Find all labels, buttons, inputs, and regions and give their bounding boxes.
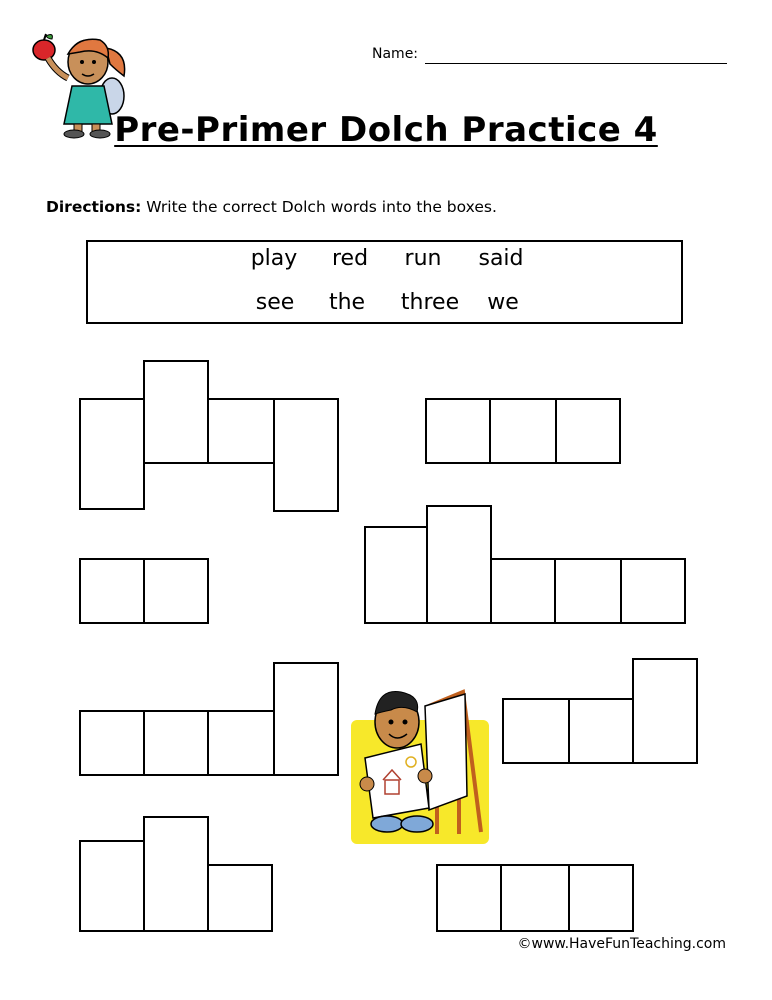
- footer-copyright: ©www.HaveFunTeaching.com: [517, 936, 726, 952]
- directions: [46, 198, 497, 216]
- word-bank-word: play: [250, 246, 298, 271]
- word-bank-word: red: [331, 246, 369, 271]
- letter-box[interactable]: [500, 864, 570, 932]
- letter-box[interactable]: [273, 398, 339, 512]
- letter-box[interactable]: [554, 558, 622, 624]
- letter-box[interactable]: [79, 398, 145, 510]
- letter-box[interactable]: [502, 698, 570, 764]
- letter-box[interactable]: [632, 658, 698, 764]
- letter-box[interactable]: [207, 398, 275, 464]
- word-bank-word: run: [404, 246, 442, 271]
- word-bank-row-2: [88, 290, 681, 320]
- letter-box[interactable]: [143, 360, 209, 464]
- letter-box[interactable]: [489, 398, 557, 464]
- letter-box[interactable]: [207, 710, 275, 776]
- word-bank-row-1: [88, 246, 681, 276]
- name-label: Name:: [372, 46, 419, 62]
- letter-box[interactable]: [555, 398, 621, 464]
- word-bank-word: said: [478, 246, 524, 271]
- word-bank-word: three: [400, 290, 460, 315]
- letter-box[interactable]: [620, 558, 686, 624]
- word-bank-word: see: [255, 290, 295, 315]
- letter-box[interactable]: [568, 698, 634, 764]
- letter-box[interactable]: [79, 710, 145, 776]
- letter-box[interactable]: [143, 816, 209, 932]
- letter-box[interactable]: [143, 558, 209, 624]
- letter-box[interactable]: [79, 558, 145, 624]
- letter-box[interactable]: [490, 558, 556, 624]
- directions-text: Write the correct Dolch words into the boxes.: [146, 198, 497, 216]
- letter-box[interactable]: [436, 864, 502, 932]
- letter-box[interactable]: [568, 864, 634, 932]
- letter-box[interactable]: [207, 864, 273, 932]
- page-title: Pre-Primer Dolch Practice 4: [114, 110, 658, 150]
- word-bank-word: the: [328, 290, 366, 315]
- directions-label: Directions:: [46, 198, 142, 216]
- letter-box[interactable]: [364, 526, 428, 624]
- word-bank: [86, 240, 683, 324]
- letter-box[interactable]: [143, 710, 209, 776]
- letter-box[interactable]: [425, 398, 491, 464]
- letter-box[interactable]: [273, 662, 339, 776]
- word-bank-word: we: [487, 290, 519, 315]
- letter-box[interactable]: [426, 505, 492, 624]
- name-field[interactable]: [425, 63, 727, 64]
- boy-with-easel-icon: [351, 684, 489, 844]
- letter-box[interactable]: [79, 840, 145, 932]
